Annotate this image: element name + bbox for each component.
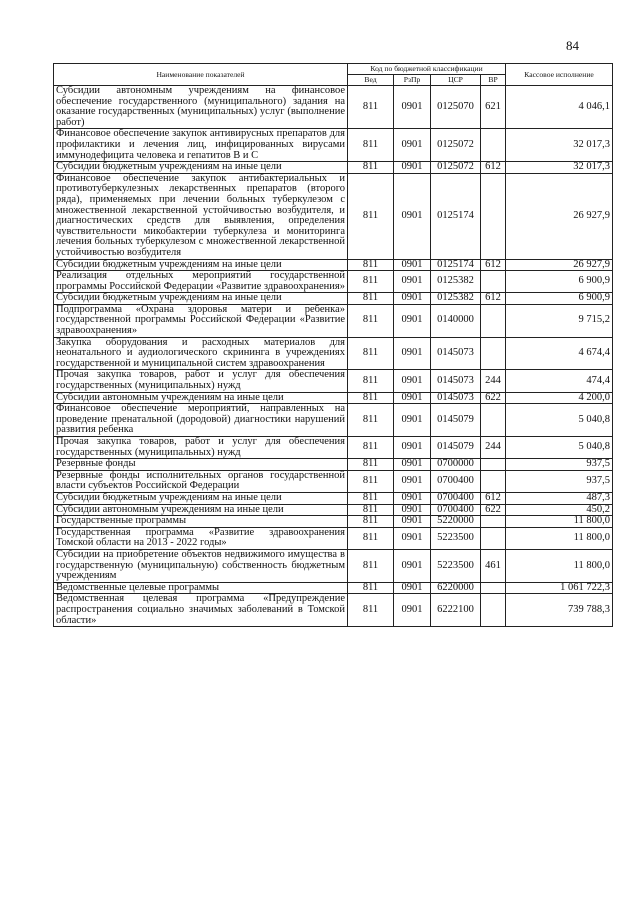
budget-table (53, 63, 613, 627)
header-name: Наименование показателей (54, 64, 348, 86)
cell-ved: 811 (348, 173, 394, 259)
cell-vr (481, 527, 506, 549)
cell-name: Финансовое обеспечение закупок антивирусных препаратов для профилактики и лечения лиц, инфицированных вирусами иммунодефицита человека и гепатитов В и С (54, 129, 348, 162)
header-exec: Кассовое исполнение (506, 64, 613, 86)
cell-vr (481, 582, 506, 594)
cell-ved: 811 (348, 86, 394, 129)
cell-rzpr: 0901 (394, 173, 431, 259)
table-row (54, 404, 613, 437)
header-rzpr: РзПр (394, 75, 431, 86)
cell-rzpr: 0901 (394, 293, 431, 305)
cell-name: Подпрограмма «Охрана здоровья матери и ребенка» государственной программы Российской Федерации «Развитие здравоохранения» (54, 304, 348, 337)
header-csr: ЦСР (431, 75, 481, 86)
cell-ved: 811 (348, 437, 394, 459)
cell-vr (481, 129, 506, 162)
table-row (54, 504, 613, 516)
cell-name: Государственная программа «Развитие здравоохранения Томской области на 2013 - 2022 годы» (54, 527, 348, 549)
table-row (54, 582, 613, 594)
table-row (54, 437, 613, 459)
cell-csr: 5223500 (431, 527, 481, 549)
cell-csr: 6222100 (431, 594, 481, 627)
header-vr: ВР (481, 75, 506, 86)
cell-ved: 811 (348, 271, 394, 293)
cell-csr: 6220000 (431, 582, 481, 594)
cell-rzpr: 0901 (394, 516, 431, 528)
cell-csr: 0125382 (431, 271, 481, 293)
cell-name: Субсидии автономным учреждениям на иные цели (54, 504, 348, 516)
cell-rzpr: 0901 (394, 259, 431, 271)
table-row (54, 86, 613, 129)
cell-vr: 461 (481, 549, 506, 582)
cell-csr: 0700000 (431, 459, 481, 471)
cell-value: 1 061 722,3 (506, 582, 613, 594)
table-row (54, 173, 613, 259)
cell-name: Закупка оборудования и расходных материалов для неонатального и аудиологического скрининга в учреждениях государственной и муниципальной систем здравоохранения (54, 337, 348, 370)
cell-value: 11 800,0 (506, 516, 613, 528)
table-row (54, 129, 613, 162)
cell-csr: 0140000 (431, 304, 481, 337)
cell-value: 32 017,3 (506, 129, 613, 162)
cell-ved: 811 (348, 492, 394, 504)
cell-name: Прочая закупка товаров, работ и услуг для обеспечения государственных (муниципальных) нужд (54, 370, 348, 392)
cell-vr: 244 (481, 370, 506, 392)
cell-csr: 0145073 (431, 337, 481, 370)
table-body (54, 86, 613, 627)
cell-vr: 622 (481, 504, 506, 516)
cell-value: 4 674,4 (506, 337, 613, 370)
cell-rzpr: 0901 (394, 86, 431, 129)
cell-name: Финансовое обеспечение закупок антибактериальных и противотуберкулезных лекарственных препаратов (второго ряда), применяемых при лечении больных туберкулезом с множественной лекарственной устойчивостью возбудителя, и диагностических средств для выявления, определения чувствительности микобактерии туберкулеза и мониторинга лечения больных туберкулезом с множественной лекарственной устойчивостью возбудителя (54, 173, 348, 259)
cell-rzpr: 0901 (394, 459, 431, 471)
cell-ved: 811 (348, 527, 394, 549)
cell-value: 5 040,8 (506, 404, 613, 437)
cell-csr: 5220000 (431, 516, 481, 528)
cell-rzpr: 0901 (394, 582, 431, 594)
header-ved: Вед (348, 75, 394, 86)
cell-rzpr: 0901 (394, 492, 431, 504)
cell-csr: 0125072 (431, 129, 481, 162)
table-header (54, 64, 613, 86)
cell-csr: 5223500 (431, 549, 481, 582)
cell-value: 32 017,3 (506, 162, 613, 174)
cell-ved: 811 (348, 392, 394, 404)
cell-ved: 811 (348, 594, 394, 627)
cell-rzpr: 0901 (394, 527, 431, 549)
cell-name: Прочая закупка товаров, работ и услуг для обеспечения государственных (муниципальных) нужд (54, 437, 348, 459)
cell-csr: 0125174 (431, 259, 481, 271)
cell-value: 937,5 (506, 459, 613, 471)
table-row (54, 259, 613, 271)
cell-ved: 811 (348, 582, 394, 594)
table-row (54, 337, 613, 370)
cell-vr (481, 459, 506, 471)
cell-ved: 811 (348, 504, 394, 516)
cell-csr: 0145073 (431, 392, 481, 404)
cell-name: Субсидии на приобретение объектов недвижимого имущества в государственную (муниципальную) собственность бюджетным учреждениям (54, 549, 348, 582)
cell-rzpr: 0901 (394, 470, 431, 492)
cell-value: 739 788,3 (506, 594, 613, 627)
cell-vr (481, 271, 506, 293)
cell-csr: 0700400 (431, 492, 481, 504)
cell-name: Субсидии бюджетным учреждениям на иные цели (54, 492, 348, 504)
cell-value: 487,3 (506, 492, 613, 504)
cell-ved: 811 (348, 259, 394, 271)
table-row (54, 370, 613, 392)
cell-csr: 0145079 (431, 404, 481, 437)
table-row (54, 304, 613, 337)
cell-name: Государственные программы (54, 516, 348, 528)
cell-rzpr: 0901 (394, 594, 431, 627)
cell-ved: 811 (348, 337, 394, 370)
cell-value: 5 040,8 (506, 437, 613, 459)
cell-name: Ведомственная целевая программа «Предупреждение распространения социально значимых заболеваний в Томской области» (54, 594, 348, 627)
table-row (54, 459, 613, 471)
cell-ved: 811 (348, 470, 394, 492)
cell-rzpr: 0901 (394, 392, 431, 404)
cell-rzpr: 0901 (394, 549, 431, 582)
cell-rzpr: 0901 (394, 271, 431, 293)
cell-vr: 612 (481, 492, 506, 504)
cell-vr (481, 337, 506, 370)
cell-csr: 0125072 (431, 162, 481, 174)
cell-csr: 0145079 (431, 437, 481, 459)
cell-value: 26 927,9 (506, 173, 613, 259)
cell-rzpr: 0901 (394, 504, 431, 516)
cell-value: 6 900,9 (506, 293, 613, 305)
cell-rzpr: 0901 (394, 437, 431, 459)
cell-vr: 621 (481, 86, 506, 129)
cell-vr (481, 594, 506, 627)
cell-name: Субсидии бюджетным учреждениям на иные цели (54, 293, 348, 305)
cell-rzpr: 0901 (394, 337, 431, 370)
table-row (54, 492, 613, 504)
cell-ved: 811 (348, 549, 394, 582)
table-row (54, 162, 613, 174)
page-number: 84 (566, 38, 579, 53)
cell-name: Субсидии бюджетным учреждениям на иные цели (54, 259, 348, 271)
cell-vr: 612 (481, 293, 506, 305)
cell-ved: 811 (348, 293, 394, 305)
cell-rzpr: 0901 (394, 304, 431, 337)
cell-vr: 244 (481, 437, 506, 459)
table-row (54, 549, 613, 582)
cell-csr: 0125070 (431, 86, 481, 129)
cell-rzpr: 0901 (394, 162, 431, 174)
cell-value: 26 927,9 (506, 259, 613, 271)
cell-csr: 0125382 (431, 293, 481, 305)
cell-ved: 811 (348, 404, 394, 437)
cell-csr: 0145073 (431, 370, 481, 392)
cell-vr (481, 516, 506, 528)
table-row (54, 594, 613, 627)
cell-value: 474,4 (506, 370, 613, 392)
cell-value: 11 800,0 (506, 527, 613, 549)
cell-name: Резервные фонды (54, 459, 348, 471)
cell-name: Ведомственные целевые программы (54, 582, 348, 594)
cell-vr (481, 304, 506, 337)
cell-ved: 811 (348, 304, 394, 337)
cell-value: 937,5 (506, 470, 613, 492)
cell-name: Резервные фонды исполнительных органов государственной власти субъектов Российской Федерации (54, 470, 348, 492)
cell-csr: 0700400 (431, 470, 481, 492)
table-row (54, 271, 613, 293)
cell-vr (481, 404, 506, 437)
cell-value: 4 200,0 (506, 392, 613, 404)
cell-name: Субсидии автономным учреждениям на финансовое обеспечение государственного (муниципального) задания на оказание государственных (муниципальных) услуг (выполнение работ) (54, 86, 348, 129)
cell-ved: 811 (348, 129, 394, 162)
cell-name: Субсидии бюджетным учреждениям на иные цели (54, 162, 348, 174)
cell-vr (481, 470, 506, 492)
cell-vr (481, 173, 506, 259)
cell-value: 6 900,9 (506, 271, 613, 293)
cell-name: Финансовое обеспечение мероприятий, направленных на проведение пренатальной (дородовой) диагностики нарушений развития ребенка (54, 404, 348, 437)
cell-ved: 811 (348, 370, 394, 392)
cell-vr: 622 (481, 392, 506, 404)
cell-csr: 0700400 (431, 504, 481, 516)
table-row (54, 527, 613, 549)
cell-csr: 0125174 (431, 173, 481, 259)
table-row (54, 293, 613, 305)
cell-value: 450,2 (506, 504, 613, 516)
cell-rzpr: 0901 (394, 370, 431, 392)
cell-name: Реализация отдельных мероприятий государственной программы Российской Федерации «Развитие здравоохранения» (54, 271, 348, 293)
table-row (54, 516, 613, 528)
cell-ved: 811 (348, 459, 394, 471)
cell-value: 11 800,0 (506, 549, 613, 582)
table-row (54, 470, 613, 492)
cell-value: 4 046,1 (506, 86, 613, 129)
table-row (54, 392, 613, 404)
cell-name: Субсидии автономным учреждениям на иные цели (54, 392, 348, 404)
cell-ved: 811 (348, 516, 394, 528)
cell-value: 9 715,2 (506, 304, 613, 337)
cell-rzpr: 0901 (394, 404, 431, 437)
cell-rzpr: 0901 (394, 129, 431, 162)
cell-ved: 811 (348, 162, 394, 174)
cell-vr: 612 (481, 259, 506, 271)
header-code-group: Код по бюджетной классификации (348, 64, 506, 75)
cell-vr: 612 (481, 162, 506, 174)
